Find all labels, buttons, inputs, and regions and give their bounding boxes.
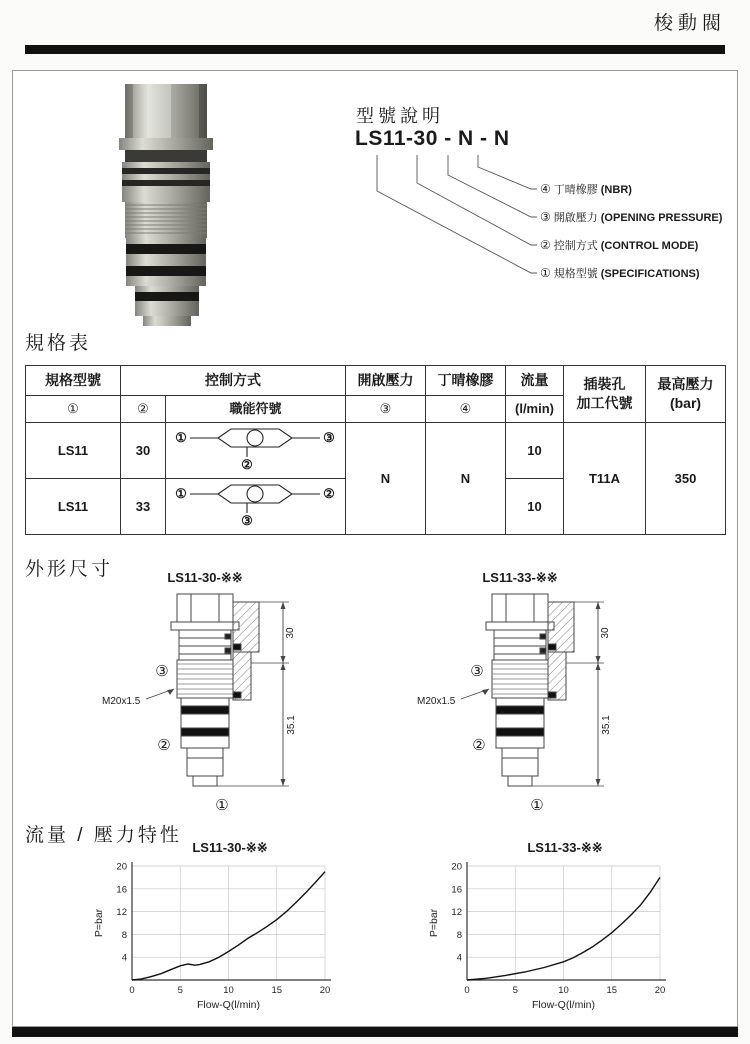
cell-symbol-33 (166, 479, 346, 535)
callout-specifications (540, 266, 700, 281)
header-max-pressure (646, 366, 726, 423)
svg-text:4: 4 (456, 952, 462, 964)
svg-text:16: 16 (451, 884, 462, 896)
header-opening-pressure: 開啟壓力 (346, 366, 426, 396)
shuttle-valve-symbol-30 (168, 424, 343, 472)
svg-text:5: 5 (512, 985, 518, 996)
svg-text:35.1: 35.1 (286, 715, 297, 735)
shuttle-valve-symbol-33 (168, 480, 343, 528)
flow-pressure-chart-ls11-33 (425, 840, 705, 1021)
svg-text:②: ② (241, 457, 253, 473)
model-code: LS11-30 - N - N (355, 127, 510, 150)
dimension-drawing-ls11-30 (100, 588, 350, 828)
svg-text:10: 10 (558, 985, 569, 996)
cell-max-pressure: 350 (646, 423, 726, 535)
header-flow-sub: (l/min) (506, 396, 564, 423)
header-control-mode: 控制方式 (121, 366, 346, 396)
svg-text:M20x1.5: M20x1.5 (417, 696, 456, 707)
header-symbol: 職能符號 (166, 396, 346, 423)
header-spec-model-sub: ① (26, 396, 121, 423)
drawing-title-ls11-33: LS11-33-※※ (482, 570, 558, 585)
svg-text:③: ③ (155, 663, 169, 680)
header-cavity-line1: 插裝孔 (583, 376, 626, 393)
callout-label-cn: 丁晴橡膠 (553, 184, 598, 196)
dimensions-heading: 外形尺寸 (25, 559, 114, 580)
callout-opening-pressure (540, 210, 722, 225)
svg-text:10: 10 (223, 985, 234, 996)
callout-label-en: (NBR) (600, 184, 632, 196)
svg-text:②: ② (323, 486, 335, 502)
callout-number: ② (540, 238, 551, 252)
svg-text:20: 20 (116, 861, 127, 873)
spec-table-header-row-1 (26, 366, 726, 396)
header-spec-model: 規格型號 (26, 366, 121, 396)
callout-label-cn: 開啟壓力 (553, 212, 598, 224)
svg-text:20: 20 (654, 985, 666, 996)
svg-text:Flow-Q(l/min): Flow-Q(l/min) (532, 999, 595, 1011)
svg-text:0: 0 (464, 985, 470, 996)
svg-text:②: ② (472, 737, 486, 754)
header-max-pressure-line2: (bar) (669, 395, 702, 411)
header-nbr: 丁晴橡膠 (426, 366, 506, 396)
svg-text:0: 0 (129, 985, 135, 996)
header-cavity-line2: 加工代號 (576, 395, 633, 411)
spec-row-ls11-30 (26, 423, 726, 479)
valve-photo (95, 80, 240, 330)
cell-mode: 30 (121, 423, 166, 479)
cell-mode: 33 (121, 479, 166, 535)
svg-text:20: 20 (451, 861, 462, 873)
page-title: 梭動閥 (653, 13, 726, 34)
callout-control-mode (540, 238, 698, 253)
svg-text:15: 15 (271, 985, 283, 996)
svg-text:8: 8 (121, 929, 127, 941)
svg-text:20: 20 (319, 985, 331, 996)
chart-title: LS11-30-※※ (192, 840, 268, 855)
cell-symbol-30 (166, 423, 346, 479)
model-section-heading: 型號說明 (356, 106, 444, 126)
flow-pressure-heading: 流量 / 壓力特性 (25, 825, 182, 846)
bottom-divider-bar (12, 1027, 738, 1037)
svg-text:30: 30 (285, 627, 296, 639)
callout-label-en: (CONTROL MODE) (600, 240, 699, 252)
svg-text:①: ① (175, 486, 187, 502)
chart-title: LS11-33-※※ (527, 840, 603, 855)
svg-text:5: 5 (177, 985, 183, 996)
header-max-pressure-line1: 最高壓力 (657, 376, 714, 393)
callout-number: ③ (540, 210, 551, 224)
drawing-title-ls11-30: LS11-30-※※ (167, 570, 243, 585)
svg-text:①: ① (175, 430, 187, 446)
callout-label-cn: 控制方式 (553, 240, 598, 252)
svg-text:②: ② (157, 737, 171, 754)
callout-label-cn: 規格型號 (553, 268, 598, 280)
cell-flow: 10 (506, 479, 564, 535)
svg-text:12: 12 (116, 907, 127, 919)
svg-text:①: ① (530, 797, 544, 814)
svg-text:③: ③ (241, 513, 253, 529)
svg-text:Flow-Q(l/min): Flow-Q(l/min) (197, 999, 260, 1011)
callout-nbr (540, 182, 632, 197)
header-nbr-sub: ④ (426, 396, 506, 423)
svg-text:M20x1.5: M20x1.5 (102, 696, 141, 707)
svg-text:③: ③ (323, 430, 335, 446)
cell-model: LS11 (26, 423, 121, 479)
svg-text:P=bar: P=bar (428, 908, 440, 938)
cell-model: LS11 (26, 479, 121, 535)
svg-text:①: ① (215, 797, 229, 814)
cell-opening-pressure: N (346, 423, 426, 535)
svg-text:16: 16 (116, 884, 127, 896)
header-opening-pressure-sub: ③ (346, 396, 426, 423)
svg-text:12: 12 (451, 907, 462, 919)
spec-table-heading: 規格表 (25, 333, 92, 354)
cell-nbr: N (426, 423, 506, 535)
svg-text:15: 15 (606, 985, 618, 996)
cell-cavity: T11A (564, 423, 646, 535)
header-control-mode-sub: ② (121, 396, 166, 423)
cell-flow: 10 (506, 423, 564, 479)
svg-text:8: 8 (456, 929, 462, 941)
callout-number: ① (540, 266, 551, 280)
flow-pressure-chart-ls11-30 (90, 840, 370, 1021)
svg-text:35.1: 35.1 (601, 715, 612, 735)
svg-text:30: 30 (600, 627, 611, 639)
dimension-drawing-ls11-33 (415, 588, 665, 828)
header-cavity-code (564, 366, 646, 423)
callout-number: ④ (540, 182, 551, 196)
svg-text:③: ③ (470, 663, 484, 680)
spec-table (25, 365, 726, 535)
callout-label-en: (OPENING PRESSURE) (600, 212, 723, 224)
svg-text:P=bar: P=bar (93, 908, 105, 938)
svg-text:4: 4 (121, 952, 127, 964)
callout-label-en: (SPECIFICATIONS) (600, 268, 700, 280)
top-divider-bar (25, 45, 725, 54)
header-flow: 流量 (506, 366, 564, 396)
